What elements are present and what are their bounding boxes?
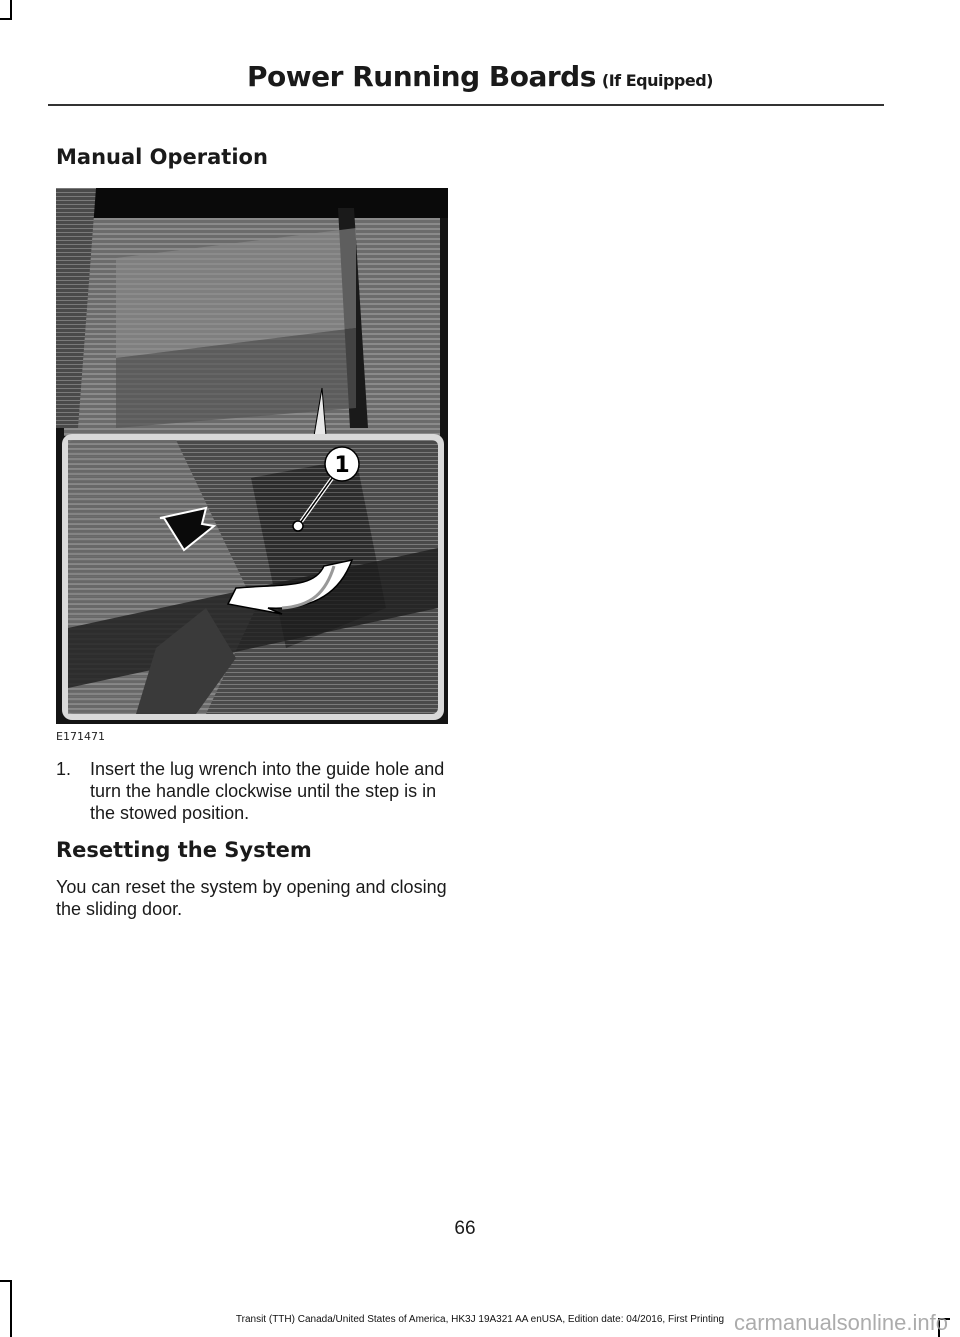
step-text: Insert the lug wrench into the guide hole and turn the handle clockwise until the step is in the stowed position. <box>90 759 445 823</box>
crop-mark-bottom-left-h <box>0 1280 12 1282</box>
footer-edition-info: Transit (TTH) Canada/United States of America, HK3J 19A321 AA enUSA, Edition date: 04/2016, First Printing <box>235 1314 725 1325</box>
page-header <box>0 60 960 93</box>
header-qualifier: (If Equipped) <box>601 71 713 90</box>
step-number: 1. <box>56 759 72 779</box>
callout-number: 1 <box>334 453 350 478</box>
watermark: carmanualsonline.info <box>733 1310 948 1335</box>
reset-body-text: You can reset the system by opening and closing the sliding door. <box>56 877 447 919</box>
roof-edge <box>56 188 448 218</box>
section-heading-manual-operation: Manual Operation <box>56 145 268 169</box>
section-heading-resetting: Resetting the System <box>56 838 312 862</box>
crop-mark-bottom-left-v <box>10 1280 12 1337</box>
header-rule <box>48 104 884 106</box>
running-board-illustration <box>56 188 448 724</box>
callout-point <box>293 521 303 531</box>
crop-mark-top-left-v <box>10 0 12 20</box>
figure-id: E171471 <box>56 730 105 743</box>
crop-mark-top-left-h <box>0 18 12 20</box>
header-title: Power Running Boards <box>247 60 596 93</box>
page-number: 66 <box>454 1218 476 1239</box>
